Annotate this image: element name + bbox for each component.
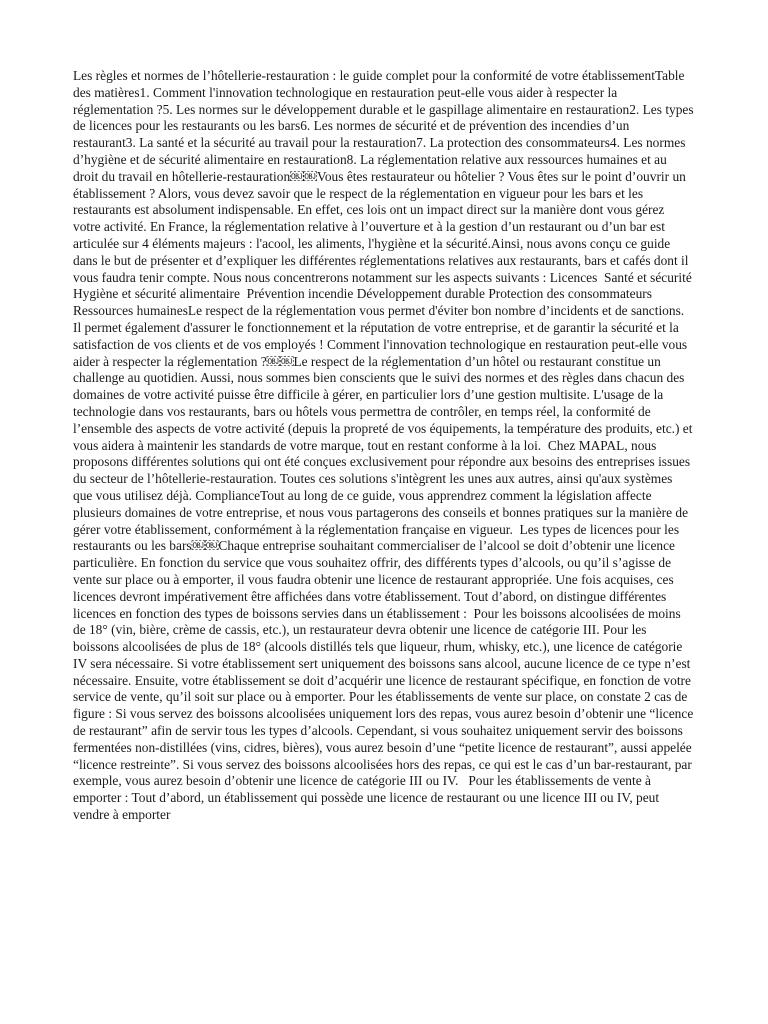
document-body-text: Les règles et normes de l’hôtellerie-restauration : le guide complet pour la conformité de votre établissementTable des matières1. Comment l'innovation technologique en restauration peut-elle vous aider à respecter la réglementation ?5. Les normes sur le développement durable et le gaspillage alimentaire en restauration2. Les types de licences pour les restaurants ou les bars6. Les normes de sécurité et de prévention des incendies d’un restaurant3. La santé et la sécurité au travail pour la restauration7. La protection des consommateurs4. Les normes d’hygiène et de sécurité alimentaire en restauration8. La réglementation relative aux ressources humaines et au droit du travail en hôtellerie-restauration￼￼Vous êtes restaurateur ou hôtelier ? Vous êtes sur le point d’ouvrir un établissement ? Alors, vous devez savoir que le respect de la réglementation en vigueur pour les bars et les restaurants est absolument indispensable. En effet, ces lois ont un impact direct sur la manière dont vous gérez votre activité. En France, la réglementation relative à l’ouverture et à la gestion d’un restaurant ou d’un bar est articulée sur 4 éléments majeurs : l'acool, les aliments, l'hygiène et la sécurité.Ainsi, nous avons conçu ce guide dans le but de présenter et d’expliquer les différentes réglementations relatives aux restaurants, bars et cafés dont il vous faudra tenir compte. Nous nous concentrerons notamment sur les aspects suivants : Licences Santé et sécurité Hygiène et sécurité alimentaire Prévention incendie Développement durable Protection des consommateurs Ressources humainesLe respect de la réglementation vous permet d'éviter bon nombre d’incidents et de sanctions. Il permet également d'assurer le fonctionnement et la réputation de votre entreprise, et de garantir la sécurité et la satisfaction de vos clients et de vos employés ! Comment l'innovation technologique en restauration peut-elle vous aider à respecter la réglementation ?￼￼Le respect de la réglementation d’un hôtel ou restaurant constitue un challenge au quotidien. Aussi, nous sommes bien conscients que le suivi des normes et des règles dans chacun des domaines de votre activité puisse être difficile à gérer, en particulier lors d’une gestion multisite. L'usage de la technologie dans vos restaurants, bars ou hôtels vous permettra de contrôler, en temps réel, la conformité de l’ensemble des aspects de votre activité (depuis la propreté de vos équipements, la température des produits, etc.) et vous aidera à maintenir les standards de votre marque, tout en restant conforme à la loi. Chez MAPAL, nous proposons différentes solutions qui ont été conçues exclusivement pour répondre aux besoins des entreprises issues du secteur de l’hôtellerie-restauration. Toutes ces solutions s'intègrent les unes aux autres, ainsi qu'aux systèmes que vous utilisez déjà. ComplianceTout au long de ce guide, vous apprendrez comment la législation affecte plusieurs domaines de votre entreprise, et nous vous partagerons des conseils et bonnes pratiques sur la manière de gérer votre établissement, conformément à la réglementation française en vigueur. Les types de licences pour les restaurants ou les bars￼￼Chaque entreprise souhaitant commercialiser de l’alcool se doit d’obtenir une licence particulière. En fonction du service que vous souhaitez offrir, des différents types d’alcools, ou qu’il s’agisse de vente sur place ou à emporter, il vous faudra obtenir une licence de restaurant appropriée. Une fois acquises, ces licences devront impérativement être affichées dans votre établissement. Tout d’abord, on distingue différentes licences en fonction des types de boissons servies dans un établissement : Pour les boissons alcoolisées de moins de 18° (vin, bière, crème de cassis, etc.), un restaurateur devra obtenir une licence de catégorie III. Pour les boissons alcoolisées de plus de 18° (alcools distillés tels que liqueur, rhum, whisky, etc.), une licence de catégorie IV sera nécessaire. Si votre établissement sert uniquement des boissons sans alcool, aucune licence de ce type n’est nécessaire. Ensuite, votre établissement se doit d’acquérir une licence de restaurant spécifique, en fonction de votre service de vente, qu’il soit sur place ou à emporter. Pour les établissements de vente sur place, on constate 2 cas de figure : Si vous servez des boissons alcoolisées uniquement lors des repas, vous aurez besoin d’obtenir une “licence de restaurant” afin de servir tous les types d’alcools. Cependant, si vous souhaitez uniquement servir des boissons fermentées non-distillées (vins, cidres, bières), vous aurez besoin d’une “petite licence de restaurant”, aussi appelée “licence restreinte”. Si vous servez des boissons alcoolisées hors des repas, ce qui est le cas d’un bar-restaurant, par exemple, vous aurez besoin d’obtenir une licence de catégorie III ou IV. Pour les établissements de vente à emporter : Tout d’abord, un établissement qui possède une licence de restaurant ou une licence III ou IV, peut vendre à emporter xyxy=(73,68,702,823)
